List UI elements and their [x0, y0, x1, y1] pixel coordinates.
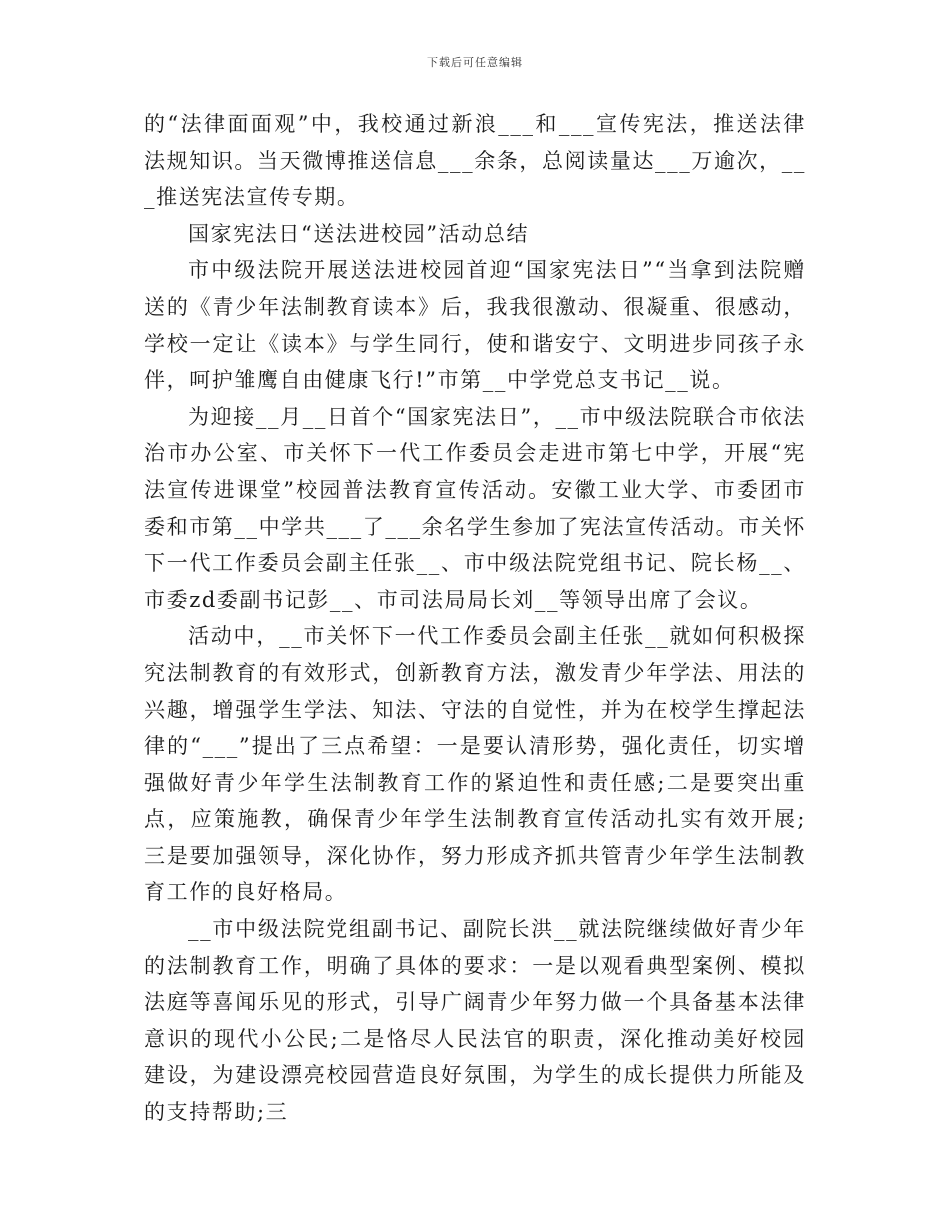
paragraph-speech-zhang: 活动中，__市关怀下一代工作委员会副主任张__就如何积极探究法制教育的有效形式，创新教育方法，激发青少年学法、用法的兴趣，增强学生学法、知法、守法的自觉性，并为在校学生撑起法律的“___”提出了三点希望：一是要认清形势，强化责任，切实增强做好青少年学生法制教育工作的紧迫性和责任感;二是要突出重点，应策施教，确保青少年学生法制教育宣传活动扎实有效开展;三是要加强领导，深化协作，努力形成齐抓共管青少年学生法制教育工作的良好格局。	[144, 624, 806, 905]
section-title: 国家宪法日“送法进校园”活动总结	[188, 221, 530, 246]
paragraph-continuation: 的“法律面面观”中，我校通过新浪___和___宣传宪法，推送法律法规知识。当天微博推送信息___余条，总阅读量达___万逾次，___推送宪法宣传专期。	[144, 112, 806, 210]
document-body	[144, 106, 806, 1131]
paragraph-intro: 市中级法院开展送法进校园首迎“国家宪法日”“当拿到法院赠送的《青少年法制教育读本》后，我我很激动、很凝重、很感动，学校一定让《读本》与学生同行，使和谐安宁、文明进步同孩子永伴，呵护雏鹰自由健康飞行!”市第__中学党总支书记__说。	[144, 258, 806, 393]
paragraph-speech-hong: __市中级法院党组副书记、副院长洪__就法院继续做好青少年的法制教育工作，明确了具体的要求：一是以观看典型案例、模拟法庭等喜闻乐见的形式，引导广阔青少年努力做一个具备基本法律意识的现代小公民;二是恪尽人民法官的职责，深化推动美好校园建设，为建设漂亮校园营造良好氛围，为学生的成长提供力所能及的支持帮助;三	[144, 917, 806, 1125]
paragraph-event: 为迎接__月__日首个“国家宪法日”，__市中级法院联合市依法治市办公室、市关怀下一代工作委员会走进市第七中学，开展“宪法宣传进课堂”校园普法教育宣传活动。安徽工业大学、市委团市委和市第__中学共___了___余名学生参加了宪法宣传活动。市关怀下一代工作委员会副主任张__、市中级法院党组书记、院长杨__、市委zd委副书记彭__、市司法局局长刘__等领导出席了会议。	[144, 404, 806, 612]
page-header: 下载后可任意编辑	[427, 56, 523, 69]
